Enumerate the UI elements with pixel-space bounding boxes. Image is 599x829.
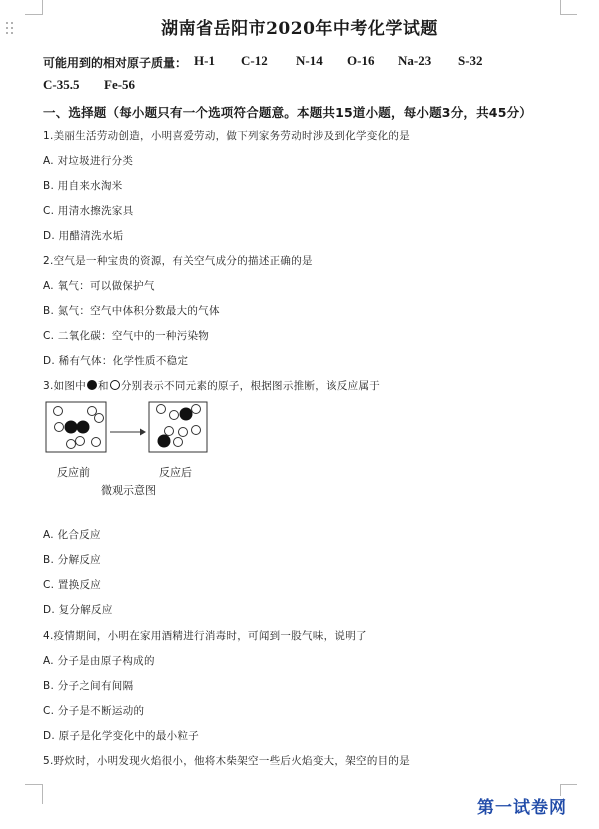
atomic-mass-item: O-16 bbox=[347, 53, 375, 68]
question-stem: 2.空气是一种宝贵的资源，有关空气成分的描述正确的是 bbox=[43, 255, 313, 267]
answer-option: C. 分子是不断运动的 bbox=[43, 705, 145, 717]
black-atom bbox=[158, 435, 171, 448]
answer-option: B. 分子之间有间隔 bbox=[43, 680, 134, 692]
answer-option: C. 置换反应 bbox=[43, 579, 102, 591]
white-atom bbox=[165, 427, 174, 436]
white-atom bbox=[92, 438, 101, 447]
white-atom bbox=[76, 437, 85, 446]
white-atom bbox=[170, 411, 179, 420]
white-atom bbox=[174, 438, 183, 447]
section-heading: 一、选择题（每小题只有一个选项符合题意。本题共15道小题，每小题3分，共45分） bbox=[43, 105, 532, 120]
answer-option: B. 分解反应 bbox=[43, 554, 101, 566]
white-atom bbox=[55, 423, 64, 432]
answer-option: B. 氮气：空气中体积分数最大的气体 bbox=[43, 305, 220, 317]
white-atom bbox=[95, 414, 104, 423]
question-stem-part: 3.如图中 bbox=[43, 380, 87, 392]
atomic-mass-label: 可能用到的相对原子质量： bbox=[43, 56, 188, 70]
white-atom bbox=[179, 428, 188, 437]
answer-option: D. 用醋清洗水垢 bbox=[43, 230, 124, 242]
answer-option: D. 原子是化学变化中的最小粒子 bbox=[43, 730, 200, 742]
atomic-mass-item: C-35.5 bbox=[43, 77, 80, 92]
white-atom bbox=[192, 426, 201, 435]
answer-option: A. 对垃圾进行分类 bbox=[43, 155, 134, 167]
question-stem: 4.疫情期间，小明在家用酒精进行消毒时，可闻到一股气味，说明了 bbox=[43, 630, 367, 642]
answer-option: A. 氧气：可以做保护气 bbox=[43, 280, 155, 292]
white-atom bbox=[67, 440, 76, 449]
answer-option: A. 化合反应 bbox=[43, 529, 101, 541]
black-atom bbox=[77, 421, 90, 434]
black-atom bbox=[65, 421, 78, 434]
diagram-label-before: 反应前 bbox=[57, 466, 90, 479]
atomic-mass-item: C-12 bbox=[241, 53, 268, 68]
white-atom bbox=[88, 407, 97, 416]
answer-option: D. 稀有气体：化学性质不稳定 bbox=[43, 355, 189, 367]
document-title: 湖南省岳阳市2020年中考化学试题 bbox=[161, 19, 438, 39]
answer-option: B. 用自来水淘米 bbox=[43, 180, 123, 192]
atomic-mass-item: H-1 bbox=[194, 53, 215, 68]
question-stem: 5.野炊时，小明发现火焰很小，他将木柴架空一些后火焰变大，架空的目的是 bbox=[43, 755, 411, 767]
atomic-mass-item: S-32 bbox=[458, 53, 483, 68]
answer-option: C. 二氧化碳：空气中的一种污染物 bbox=[43, 330, 210, 342]
white-atom bbox=[157, 405, 166, 414]
answer-option: C. 用清水擦洗家具 bbox=[43, 205, 134, 217]
site-watermark: 第一试卷网 bbox=[477, 798, 567, 818]
question-stem-part: 分别表示不同元素的原子，根据图示推断，该反应属于 bbox=[120, 380, 381, 392]
white-atom bbox=[192, 405, 201, 414]
question-stem: 1.美丽生活劳动创造，小明喜爱劳动，做下列家务劳动时涉及到化学变化的是 bbox=[43, 130, 411, 142]
answer-option: A. 分子是由原子构成的 bbox=[43, 655, 155, 667]
atomic-mass-item: Na-23 bbox=[398, 53, 432, 68]
atomic-mass-item: N-14 bbox=[296, 53, 323, 68]
answer-option: D. 复分解反应 bbox=[43, 604, 113, 616]
arrow-head bbox=[140, 429, 146, 436]
black-atom bbox=[180, 408, 193, 421]
diagram-caption: 微观示意图 bbox=[101, 484, 156, 497]
question-stem-part: 和 bbox=[98, 380, 109, 392]
white-atom bbox=[54, 407, 63, 416]
atomic-mass-item: Fe-56 bbox=[104, 77, 136, 92]
diagram-label-after: 反应后 bbox=[159, 466, 192, 479]
